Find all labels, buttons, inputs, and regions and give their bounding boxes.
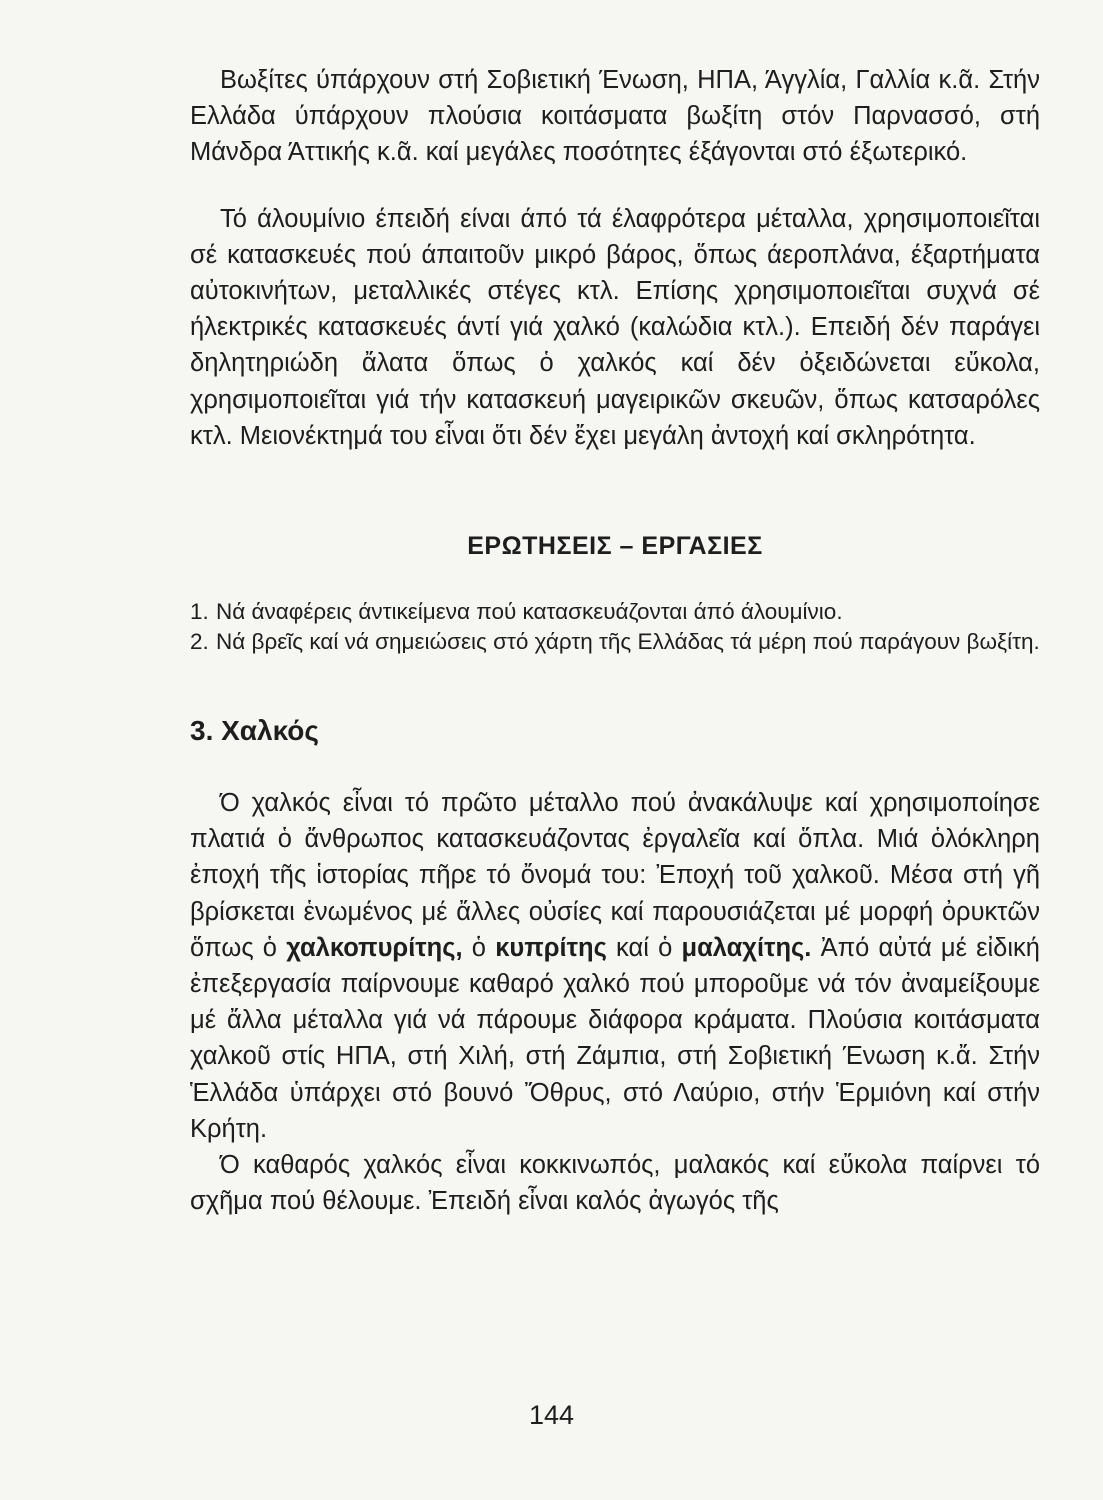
list-item: [190, 627, 1040, 657]
copper-text-part2: Ἀπό αὐτά μέ εἰδική ἐπεξεργασία παίρνουμε καθαρό χαλκό πού μποροῦμε νά τόν ἀναμείξουμε μέ ἄλλα μέταλλα γιά νά πάρουμε διάφορα κράματα. Πλούσια κοιτάσματα χαλκοῦ στίς ΗΠΑ, στή Χιλή, στή Ζάμπια, στή Σοβιετική Ένωση κ.ἄ. Στήν Ἑλλάδα ὑπάρχει στό βουνό Ὄθρυς, στό Λαύριο, στήν Ἑρμιόνη καί στήν Κρήτη.: [190, 933, 1040, 1143]
copper-text-part1: Ό χαλκός εἶναι τό πρῶτο μέταλλο πού ἀνακάλυψε καί χρησιμοποίησε πλατιά ὁ ἄνθρωπος κατασκευάζοντας ἐργαλεῖα καί ὅπλα. Μιά ὁλόκληρη ἐποχή τῆς ἱστορίας πῆρε τό ὄνομά του: Ἐποχή τοῦ χαλκοῦ. Μέσα στή γῆ βρίσκεται ἑνωμένος μέ ἄλλες οὐσίες καί παρουσιάζεται μέ μορφή ὀρυκτῶν ὅπως ὁ: [190, 789, 1040, 962]
paragraph-copper-intro: [190, 785, 1040, 1147]
paragraph-copper-properties: Ό καθαρός χαλκός εἶναι κοκκινωπός, μαλακός καί εὔκολα παίρνει τό σχῆμα πού θέλουμε. Ἐπειδή εἶναι καλός ἀγωγός τῆς: [190, 1151, 1040, 1216]
term-malachite: μαλαχίτης.: [681, 933, 812, 962]
section-title-copper: 3. Χαλκός: [190, 715, 319, 747]
page-number: 144: [528, 1400, 575, 1430]
paragraph-aluminium-uses: Τό άλουμίνιο έπειδή είναι άπό τά έλαφρότερα μέταλλα, χρησιμοποιεῖται σέ κατασκευές πού άπαιτοῦν μικρό βάρος, ὅπως άεροπλάνα, έξαρτήματα αὐτοκινήτων, μεταλλικές στέγες κτλ. Επίσης χρησιμοποιεῖται συχνά σέ ήλεκτρικές κατασκευές άντί γιά χαλκό (καλώδια κτλ.). Επειδή δέν παράγει δηλητηριώδη ἄλατα ὅπως ὁ χαλκός καί δέν ὀξειδώνεται εὔκολα, χρησιμοποιεῖται γιά τήν κατασκευή μαγειρικῶν σκευῶν, ὅπως κατσαρόλες κτλ. Μειονέκτημά του εἶναι ὅτι δέν ἔχει μεγάλη ἀντοχή καί σκληρότητα.: [190, 204, 1040, 450]
paragraph-bauxite-locations: Βωξίτες ύπάρχουν στή Σοβιετική Ένωση, ΗΠΑ, Άγγλία, Γαλλία κ.ᾶ. Στήν Ελλάδα ύπάρχουν πλούσια κοιτάσματα βωξίτη στόν Παρνασσό, στή Μάνδρα Άττικής κ.ᾶ. καί μεγάλες ποσότητες έξάγονται στό έξωτερικό.: [190, 66, 1040, 167]
copper-text-mid1: ὁ: [462, 933, 496, 962]
question-text: Νά άναφέρεις άντικείμενα πού κατασκευάζονται άπό άλουμίνιο.: [216, 599, 843, 625]
questions-list: [190, 597, 1040, 657]
page-content: [190, 62, 1040, 1219]
questions-heading: ΕΡΩΤΗΣΕΙΣ – ΕΡΓΑΣΙΕΣ: [467, 532, 763, 561]
term-chalcopyrite: χαλκοπυρίτης,: [286, 933, 463, 962]
question-text: Νά βρεῖς καί νά σημειώσεις στό χάρτη τῆς Ελλάδας τά μέρη πού παράγουν βωξίτη.: [216, 629, 1040, 655]
question-number: 1.: [190, 599, 209, 625]
copper-text-mid2: καί ὁ: [606, 933, 682, 962]
list-item: [190, 597, 1040, 627]
question-number: 2.: [190, 629, 209, 655]
term-cuprite: κυπρίτης: [495, 933, 607, 962]
